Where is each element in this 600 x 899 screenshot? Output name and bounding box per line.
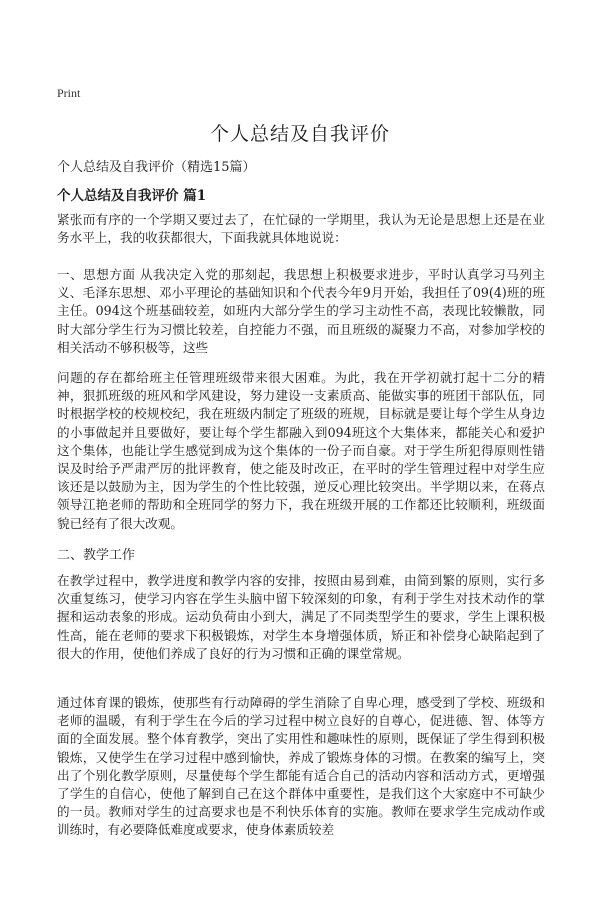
document-title: 个人总结及自我评价 — [209, 123, 390, 145]
paragraph-teaching-process: 在教学过程中，教学进度和教学内容的安排，按照由易到难，由简到繁的原则，实行多次重复练习，使学习内容在学生头脑中留下较深刻的印象，有利于学生对技术动作的掌握和运动表象的形成。运动负荷由小到大，满足了不同类型学生的要求，学生上课积极性高，能在老师的要求下积极锻炼，对学生本身增强体质，矫正和补偿身心缺陷起到了很大的作用，使他们养成了良好的行为习惯和正确的课堂常规。 — [57, 573, 545, 661]
paragraph-intro: 紧张而有序的一个学期又要过去了，在忙碌的一学期里，我认为无论是思想上还是在业务水平上，我的收获都很大，下面我就具体地说说： — [57, 212, 545, 246]
paragraph-pe-training: 通过体育课的锻炼，使那些有行动障碍的学生消除了自卑心理，感受到了学校、班级和老师的温暖，有利于学生在今后的学习过程中树立良好的自尊心，促进德、智、体等方面的全面发展。整个体育教学，突出了实用性和趣味性的原则，既保证了学生得到积极锻炼，又使学生在学习过程中感到愉快，养成了锻炼身体的习惯。在教案的编写上，突出了个别化教学原则，尽量使每个学生都能有适合自己的活动内容和活动方式，更增强了学生的自信心，使他了解到自己在这个群体中重要性，是我们这个大家庭中不可缺少的一员。教师对学生的过高要求也是不利快乐体育的实施。教师在要求学生完成动作或训练时，有必要降低难度或要求，使身体素质较差 — [57, 695, 545, 838]
section-heading: 个人总结及自我评价 篇1 — [57, 188, 207, 204]
paragraph-ideology: 一、思想方面 从我决定入党的那刻起，我思想上积极要求进步，平时认真学习马列主义、毛泽东思想、邓小平理论的基础知识和个代表今年9月开始，我担任了09(4)班的班主任。094这个班基础较差，如班内大部分学生的学习主动性不高，表现比较懒散，同时大部分学生行为习惯比较差，自控能力不强，而且班级的凝聚力不高，对参加学校的相关活动不够积极等，这些 — [57, 267, 545, 355]
document-subtitle: 个人总结及自我评价（精选15篇） — [57, 160, 256, 175]
heading-teaching-work: 二、教学工作 — [57, 548, 136, 563]
print-label: Print — [57, 86, 81, 100]
paragraph-class-management: 问题的存在都给班主任管理班级带来很大困难。为此，我在开学初就打起十二分的精神，狠抓班级的班风和学风建设，努力建设一支素质高、能做实事的班团干部队伍，同时根据学校的校规校纪，我在班级内制定了班级的班规，目标就是要让每个学生从身边的小事做起并且要做好，要让每个学生都融入到094班这个大集体来，都能关心和爱护这个集体，也能让学生感觉到成为这个集体的一份子而自豪。对于学生所犯得原则性错误及时给予严肃严厉的批评教育，使之能及时改正，在平时的学生管理过程中对学生应该还是以鼓励为主，因为学生的个性比较强，逆反心理比较突出。半学期以来，在蒋点领导江艳老师的帮助和全班同学的努力下，我在班级开展的工作都还比较顺利，班级面貌已经有了很大改观。 — [57, 370, 545, 531]
